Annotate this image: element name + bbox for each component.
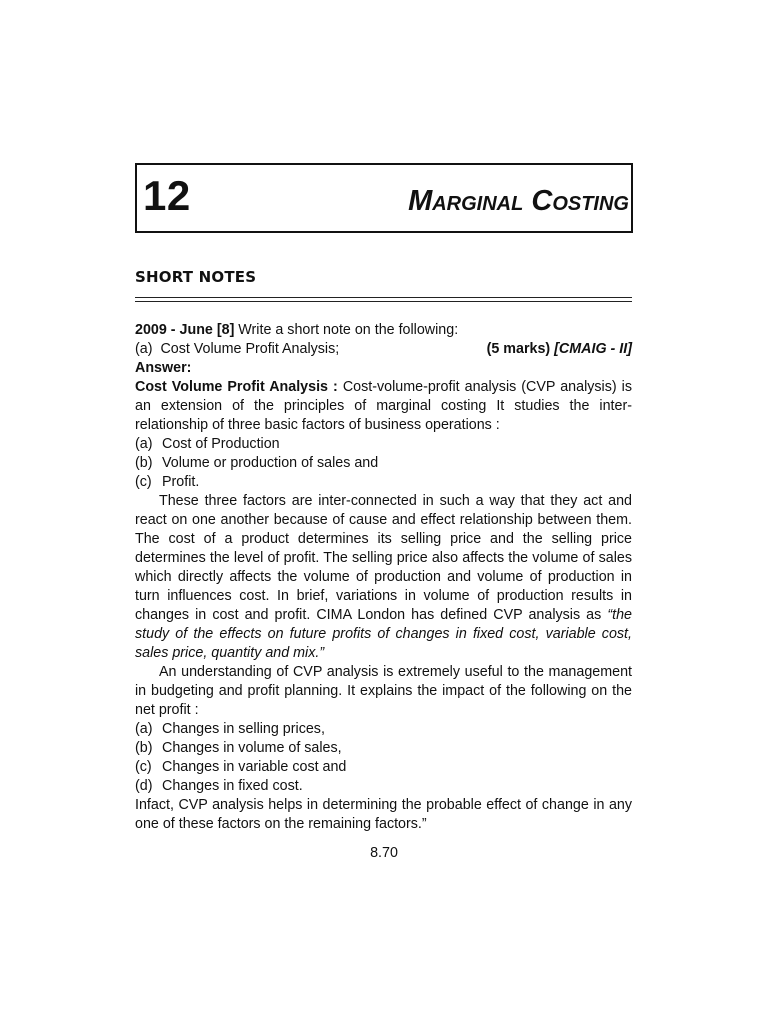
question-year: 2009 - June [8]	[135, 322, 235, 338]
list-item: (a) Changes in selling prices,	[135, 721, 325, 737]
list-item: (a) Cost of Production	[135, 436, 280, 452]
answer-label: Answer:	[135, 360, 192, 376]
chapter-title: Marginal Costing	[408, 185, 629, 217]
question-item	[135, 340, 632, 359]
definition-paragraph	[135, 378, 632, 435]
definition-text: Cost-volume-profit analysis (CVP analysis) is an extension of the principles of marginal costing It studies the inter-relationship of three basic factors of business operations :	[135, 379, 632, 433]
body-paragraph-2: An understanding of CVP analysis is extremely useful to the management in budgeting and profit planning. It explains the impact of the following on the net profit :	[135, 664, 632, 718]
question-line	[135, 321, 632, 340]
paragraph-1-text: These three factors are inter-connected in such a way that they act and react on one another because of cause and effect relationship between them. The cost of a product determines its selling price and the selling price determines the level of profit. The selling price also affects the volume of sales which directly affects the volume of production and volume of production in turn influences cost. In brief, variations in volume of production results in changes in cost and profit. CIMA London has defined CVP analysis as	[135, 493, 632, 623]
question-prompt: Write a short note on the following:	[234, 322, 459, 338]
section-title: SHORT NOTES	[135, 268, 257, 286]
body-paragraph-1	[135, 492, 632, 663]
definition-term: Cost Volume Profit Analysis :	[135, 379, 338, 395]
section-divider	[135, 297, 632, 302]
list-item: (c) Profit.	[135, 474, 200, 490]
question-item-marker: (a)	[135, 341, 153, 357]
page-content	[135, 321, 632, 834]
chapter-number: 12	[143, 172, 191, 219]
chapter-header	[135, 163, 633, 233]
cima-quote: “the study of the effects on future profits of changes in fixed cost, variable cost, sales price, quantity and mix.”	[135, 607, 632, 661]
list-item: (c) Changes in variable cost and	[135, 759, 347, 775]
list-item: (b) Volume or production of sales and	[135, 455, 379, 471]
question-item-text	[135, 340, 339, 359]
factors-list	[135, 435, 632, 492]
list-item: (b) Changes in volume of sales,	[135, 740, 342, 756]
question-item-label: Cost Volume Profit Analysis;	[160, 341, 340, 357]
question-reference: [CMAIG - II]	[554, 341, 632, 357]
page-number: 8.70	[370, 845, 398, 861]
impacts-list	[135, 720, 632, 796]
list-item: (d) Changes in fixed cost.	[135, 778, 303, 794]
conclusion-paragraph: Infact, CVP analysis helps in determining the probable effect of change in any one of these factors on the remaining factors.”	[135, 797, 632, 832]
marks-label: (5 marks)	[486, 341, 551, 357]
question-marks	[487, 340, 632, 359]
